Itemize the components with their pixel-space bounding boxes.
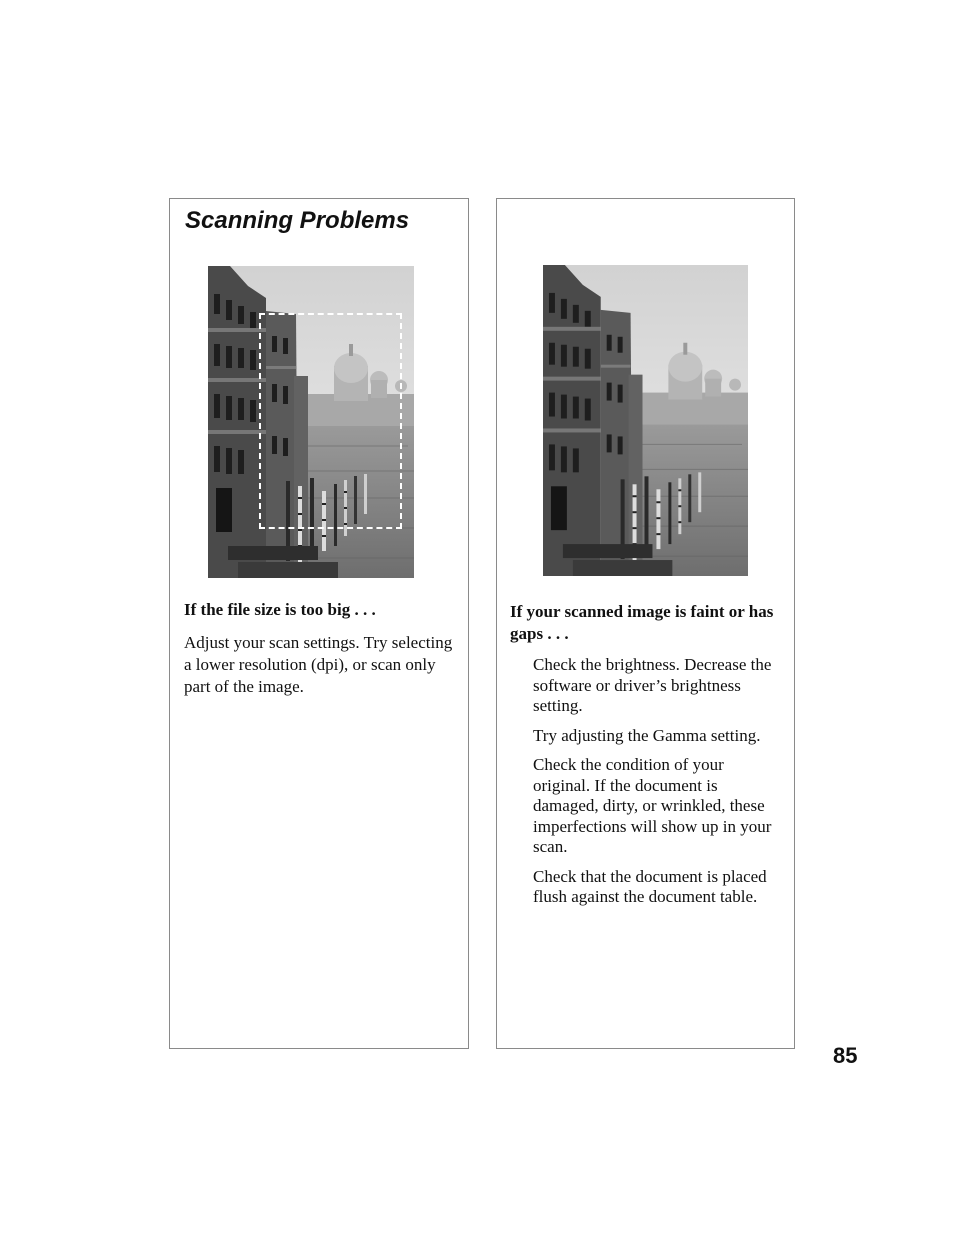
tip-placement: Check that the document is placed flush against the document table. xyxy=(533,866,767,906)
faint-image-tips xyxy=(533,655,785,917)
tip-gamma: Try adjusting the Gamma setting. xyxy=(533,725,761,745)
file-size-body: Adjust your scan settings. Try selecting a lower resolution (dpi), or scan only part of the image. xyxy=(184,633,453,696)
tip-brightness: Check the brightness. Decrease the software or driver’s brightness setting. xyxy=(533,655,772,715)
crop-marquee xyxy=(259,313,402,529)
venice-photo-with-crop xyxy=(208,266,414,578)
file-size-subhead: If the file size is too big . . . xyxy=(184,600,376,619)
left-panel xyxy=(169,198,469,1049)
venice-canal-image xyxy=(543,265,748,576)
tip-condition: Check the condition of your original. If the document is damaged, dirty, or wrinkled, these imperfections will show up in your scan. xyxy=(533,755,772,856)
faint-image-subhead: If your scanned image is faint or has gaps . . . xyxy=(510,602,774,643)
section-title: Scanning Problems xyxy=(185,207,410,234)
venice-photo xyxy=(543,265,748,576)
right-panel xyxy=(496,198,795,1049)
page-number: 85 xyxy=(833,1043,858,1068)
